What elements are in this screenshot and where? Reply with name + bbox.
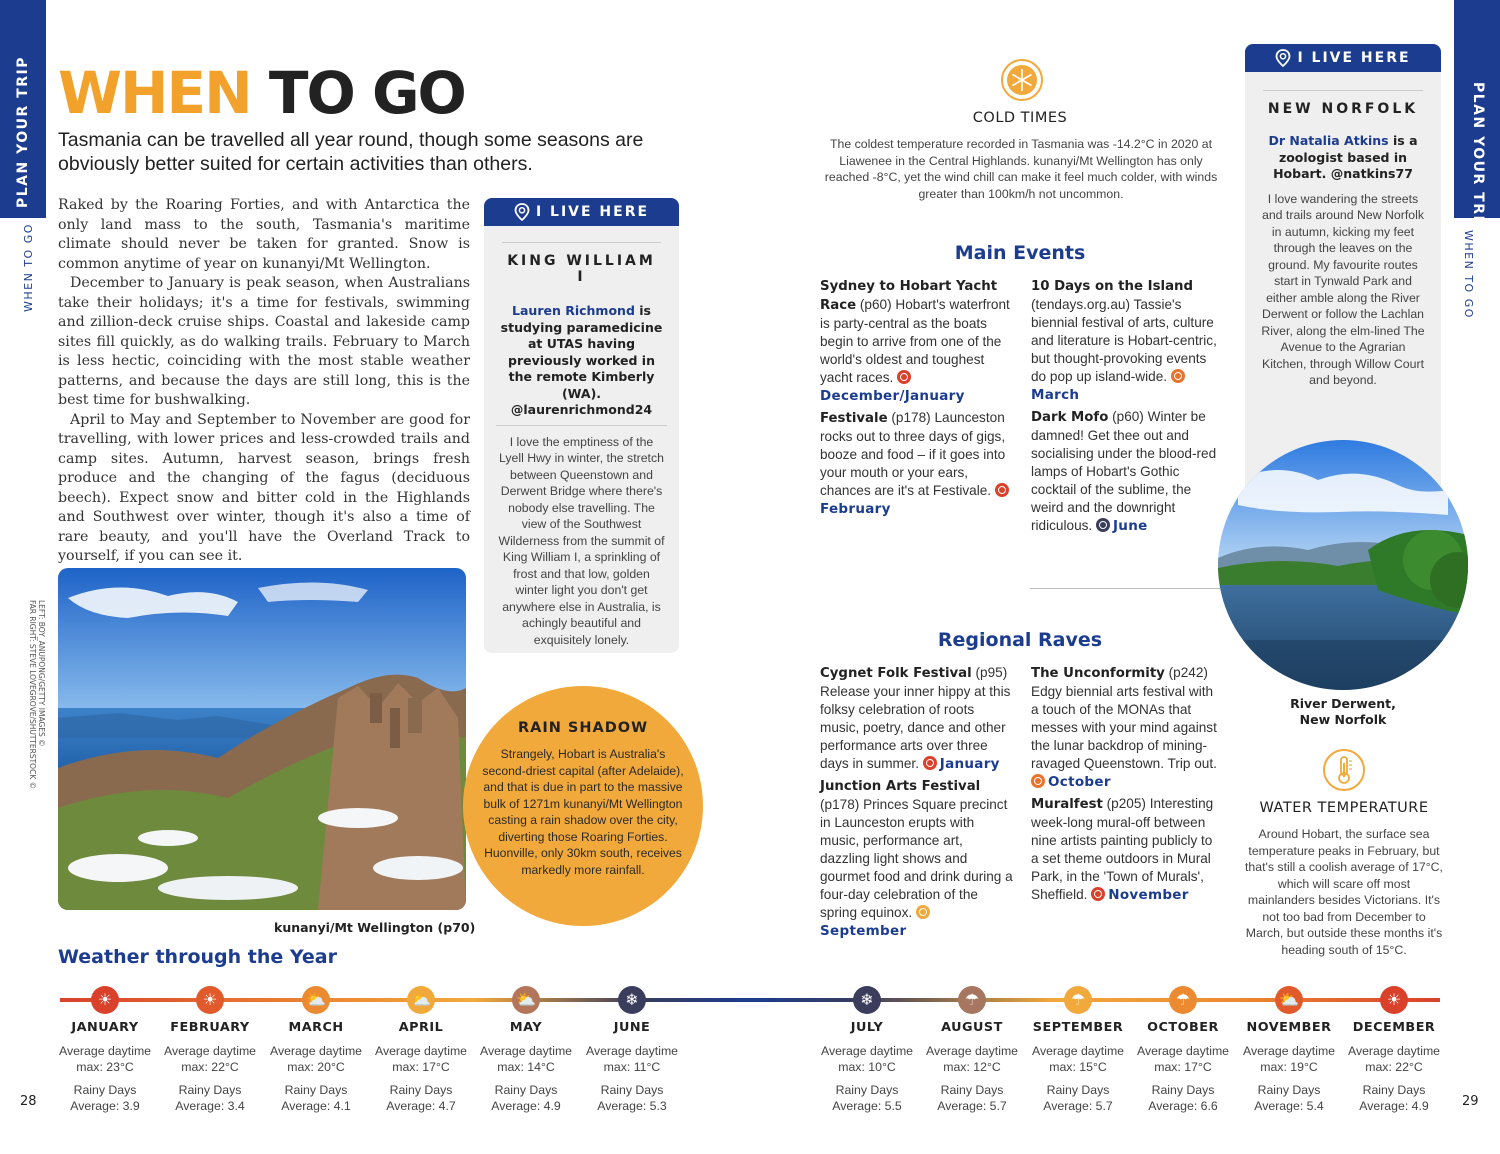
event-name: Muralfest	[1031, 797, 1103, 812]
weather-temp-label: Average daytime	[925, 1044, 1019, 1058]
festival-icon	[1096, 518, 1110, 532]
weather-rain-label: Rainy Days	[494, 1083, 558, 1097]
weather-rain-value: Average: 6.6	[1148, 1099, 1218, 1113]
event-description: (p178) Princes Square precinct in Launceston erupts with music, performance art, dazzling light shows and gourmet food and drink during a four-day celebration of the spring equinox.	[820, 797, 1013, 920]
weather-temp-label: Average daytime	[269, 1044, 363, 1058]
weather-month-name: FEBRUARY	[170, 1020, 250, 1035]
photo-credit-line: LEFT: BOY_ANUPONG/GETTY IMAGES ©	[37, 600, 46, 747]
event-description: (p60) Winter be damned! Get thee out and socialising under the blood-red lamps of Hobart's Gothic cocktail of the sublime, the weird and the downright ridiculous.	[1031, 409, 1217, 533]
festival-icon	[923, 756, 937, 770]
weather-rain-value: Average: 5.7	[1043, 1099, 1113, 1113]
live-here-person-bio: is studying paramedicine at UTAS having previously worked in the remote Kimberly (WA). @laurenrichmond24	[500, 303, 663, 417]
weather-temp	[264, 1043, 368, 1075]
rain-shadow-text: Strangely, Hobart is Australia's second-driest capital (after Adelaide), and that is due in part to the massive bulk of 1271m kunanyi/Mt Wellington casting a rain shadow over the city, diverting those Roaring Forties. Huonville, only 30km south, receives markedly more rainfall.	[482, 747, 684, 877]
live-here-person-bio: is a zoologist based in Hobart. @natkins77	[1273, 133, 1418, 181]
location-pin-icon	[1275, 49, 1291, 67]
weather-month	[1342, 986, 1446, 1114]
weather-rain-value: Average: 5.5	[832, 1099, 902, 1113]
weather-month-name: JANUARY	[71, 1020, 139, 1035]
weather-temp-label: Average daytime	[163, 1044, 257, 1058]
weather-temp-value: max: 22°C	[1365, 1060, 1423, 1074]
location-pin-icon	[514, 203, 530, 221]
regional-raves-column-1	[820, 664, 1015, 944]
event-name: 10 Days on the Island	[1031, 279, 1194, 294]
live-here-place: NEW NORFOLK	[1263, 90, 1423, 117]
body-paragraph: Raked by the Roaring Forties, and with Antarctica the only land mass to the south, Tasmania's maritime climate should never be taken for granted. Snow is common anytime of year on kunanyi/Mt Wellington.	[58, 197, 470, 272]
rain-shadow-callout	[463, 686, 703, 926]
left-side-sub-label: WHEN TO GO	[22, 223, 35, 312]
photo1-caption: kunanyi/Mt Wellington (p70)	[274, 920, 476, 935]
event-month: October	[1048, 774, 1111, 790]
left-side-tab-label: PLAN YOUR TRIP	[15, 56, 31, 208]
weather-rain-label: Rainy Days	[1257, 1083, 1321, 1097]
sun-cloud-icon: ⛅	[512, 986, 540, 1014]
weather-temp-value: max: 19°C	[1260, 1060, 1318, 1074]
weather-rain-value: Average: 4.9	[491, 1099, 561, 1113]
rain-cloud-icon: ☂	[958, 986, 986, 1014]
live-here-person-name: Lauren Richmond	[512, 303, 635, 318]
weather-rain-value: Average: 4.1	[281, 1099, 351, 1113]
weather-rain	[474, 1082, 578, 1114]
weather-rain-label: Rainy Days	[600, 1083, 664, 1097]
weather-temp	[920, 1043, 1024, 1075]
weather-rain	[1131, 1082, 1235, 1114]
snowflake-icon: ❄	[618, 986, 646, 1014]
sun-icon: ☀	[91, 986, 119, 1014]
weather-temp-value: max: 17°C	[392, 1060, 450, 1074]
weather-month	[369, 986, 473, 1114]
event-month: January	[939, 756, 1000, 772]
weather-rain	[580, 1082, 684, 1114]
weather-month	[53, 986, 157, 1114]
event-item	[820, 777, 1015, 940]
event-description: (p242) Edgy biennial arts festival with a touch of the MONAs that messes with your mind against the lunar backdrop of mining-ravaged Queenstown. Trip out.	[1031, 665, 1217, 771]
weather-temp	[158, 1043, 262, 1075]
weather-month	[264, 986, 368, 1114]
weather-month-name: MARCH	[288, 1020, 344, 1035]
live-here-header-label: I LIVE HERE	[1297, 50, 1411, 66]
event-description: (tendays.org.au) Tassie's biennial festival of arts, culture and literature is Hobart-centric, but thought-provoking events do pop up island-wide.	[1031, 297, 1217, 384]
sun-icon: ☀	[1380, 986, 1408, 1014]
weather-temp	[580, 1043, 684, 1075]
snowflake-icon: ❄	[853, 986, 881, 1014]
event-item	[1031, 408, 1221, 535]
weather-temp-label: Average daytime	[1347, 1044, 1441, 1058]
water-temperature-text: Around Hobart, the surface sea temperature peaks in February, but that's still a coolish average of 17°C, which will scare off most mainlanders besides Victorians. It's not too bad from December to March, but outside these months it's heading south of 15°C.	[1245, 827, 1443, 957]
weather-temp	[1342, 1043, 1446, 1075]
weather-month	[1237, 986, 1341, 1114]
intro-text: Tasmania can be travelled all year round, though some seasons are obviously better suited for certain activities than others.	[58, 129, 644, 175]
event-month: February	[820, 501, 891, 517]
event-item	[820, 664, 1015, 773]
event-item	[1031, 277, 1221, 404]
rain-cloud-icon: ☂	[1064, 986, 1092, 1014]
event-month: November	[1108, 887, 1189, 903]
weather-temp-value: max: 10°C	[838, 1060, 896, 1074]
weather-rain	[920, 1082, 1024, 1114]
section-divider	[1030, 588, 1220, 589]
weather-temp	[1131, 1043, 1235, 1075]
weather-rain	[1237, 1082, 1341, 1114]
live-here-place: KING WILLIAM I	[502, 242, 661, 285]
regional-raves-column-2	[1031, 664, 1221, 908]
festival-icon	[1171, 369, 1185, 383]
page-title	[58, 58, 465, 128]
weather-rain-value: Average: 3.9	[70, 1099, 140, 1113]
weather-rain-label: Rainy Days	[389, 1083, 453, 1097]
right-side-sub-label: WHEN TO GO	[1462, 230, 1475, 319]
body-paragraph: April to May and September to November are good for travelling, with lower prices and less-crowded trails and camp sites. Autumn, harvest season, brings fresh produce and the changing of the fagus (deciduous beech). Expect snow and bitter cold in the Highlands and Southwest over winter, though it's also a time of rare beauty, and you'll have the Overland Track to yourself, if you can see it.	[58, 411, 470, 564]
weather-temp-label: Average daytime	[58, 1044, 152, 1058]
weather-temp	[369, 1043, 473, 1075]
weather-temp-value: max: 12°C	[943, 1060, 1001, 1074]
weather-temp-label: Average daytime	[1031, 1044, 1125, 1058]
weather-month-name: DECEMBER	[1352, 1020, 1436, 1035]
rain-cloud-icon: ☂	[1169, 986, 1197, 1014]
event-month: December/January	[820, 388, 965, 404]
photo-credit-line: FAR RIGHT: STEVE LOVEGROVE/SHUTTERSTOCK ©	[28, 600, 37, 790]
event-item	[1031, 795, 1221, 904]
main-events-heading: Main Events	[954, 242, 1086, 264]
weather-rain-value: Average: 4.7	[386, 1099, 456, 1113]
event-description: (p178) Launceston rocks out to three days of gigs, booze and food – if it goes into your mouth or your ears, chances are it's at Festivale.	[820, 410, 1006, 498]
weather-rain-label: Rainy Days	[835, 1083, 899, 1097]
weather-rain	[158, 1082, 262, 1114]
weather-rain	[264, 1082, 368, 1114]
weather-temp-label: Average daytime	[585, 1044, 679, 1058]
weather-rain	[1026, 1082, 1130, 1114]
body-paragraph: December to January is peak season, when Australians take their holidays; it's a time for festivals, swimming and zillion-deck cruise ships. Coastal and lakeside camp sites fill quickly, as do walking trails. February to March is less hectic, coinciding with the most stable weather patterns, and because the days are still long, this is the best time for bushwalking.	[58, 275, 470, 408]
rain-shadow-title: RAIN SHADOW	[517, 720, 649, 736]
weather-temp-label: Average daytime	[479, 1044, 573, 1058]
weather-month-name: SEPTEMBER	[1032, 1020, 1124, 1035]
weather-rain-label: Rainy Days	[1362, 1083, 1426, 1097]
main-events-column-2	[1031, 277, 1221, 539]
live-here-person	[1259, 133, 1427, 183]
sun-cloud-icon: ⛅	[1275, 986, 1303, 1014]
festival-icon	[1091, 887, 1105, 901]
snowflake-icon	[1000, 58, 1044, 106]
photo2-caption	[1243, 696, 1443, 728]
live-here-header-label: I LIVE HERE	[535, 204, 650, 220]
weather-temp-value: max: 15°C	[1049, 1060, 1107, 1074]
weather-month	[158, 986, 262, 1114]
weather-month	[815, 986, 919, 1114]
event-month: June	[1112, 518, 1148, 534]
event-month: September	[820, 923, 907, 939]
weather-month-name: NOVEMBER	[1246, 1020, 1332, 1035]
event-item	[820, 409, 1015, 518]
weather-month	[1026, 986, 1130, 1114]
weather-rain	[369, 1082, 473, 1114]
live-here-person-name: Dr Natalia Atkins	[1268, 133, 1389, 148]
main-events-column-1	[820, 277, 1015, 522]
weather-temp-value: max: 17°C	[1154, 1060, 1212, 1074]
weather-temp-value: max: 23°C	[76, 1060, 134, 1074]
event-item	[1031, 664, 1221, 791]
live-here-box-king-william	[484, 198, 679, 653]
event-description: (p60) Hobart's waterfront is party-central as the boats begin to arrive from one of the world's oldest and toughest yacht races.	[820, 297, 1010, 385]
sun-icon: ☀	[196, 986, 224, 1014]
weather-temp	[474, 1043, 578, 1075]
live-here-quote: I love the emptiness of the Lyell Hwy in winter, the stretch between Queenstown and Derwent Bridge where there's nobody else travelling. The view of the Southwest Wilderness from the summit of King William I, a sprinkling of frost and that low, golden winter light you don't get anywhere else in Australia, is achingly beautiful and exquisitely lonely.	[496, 425, 667, 649]
weather-rain-value: Average: 5.3	[597, 1099, 667, 1113]
weather-temp-label: Average daytime	[1242, 1044, 1336, 1058]
mt-wellington-photo	[58, 568, 466, 910]
event-description: (p95) Release your inner hippy at this folksy celebration of roots music, poetry, dance and other performance arts over three days in summer.	[820, 665, 1011, 771]
weather-month-name: JUNE	[613, 1020, 651, 1035]
live-here-header	[484, 198, 679, 226]
event-name: Sydney to Hobart Yacht Race	[820, 279, 998, 313]
weather-month	[1131, 986, 1235, 1114]
water-temperature-title: WATER TEMPERATURE	[1259, 800, 1429, 816]
festival-icon	[995, 483, 1009, 497]
weather-month-name: APRIL	[398, 1020, 444, 1035]
photo-credit	[28, 600, 46, 789]
right-side-tab-label: PLAN YOUR TRIP	[1470, 82, 1486, 234]
weather-temp-value: max: 22°C	[181, 1060, 239, 1074]
weather-rain-value: Average: 4.9	[1359, 1099, 1429, 1113]
event-name: Cygnet Folk Festival	[820, 666, 972, 681]
event-name: The Unconformity	[1031, 666, 1165, 681]
weather-rain-label: Rainy Days	[940, 1083, 1004, 1097]
photo2-caption-line: New Norfolk	[1299, 712, 1387, 727]
weather-rain-value: Average: 5.7	[937, 1099, 1007, 1113]
body-text	[58, 196, 470, 567]
cold-times-title: COLD TIMES	[972, 110, 1068, 126]
weather-month-name: AUGUST	[941, 1020, 1003, 1035]
weather-month-name: MAY	[509, 1020, 543, 1035]
weather-temp	[53, 1043, 157, 1075]
weather-rain	[815, 1082, 919, 1114]
event-name: Junction Arts Festival	[820, 779, 981, 794]
weather-temp	[1026, 1043, 1130, 1075]
weather-month	[920, 986, 1024, 1114]
event-description: (p205) Interesting week-long mural-off between nine artists painting publicly to a set theme outdoors in Mural Park, in the 'Town of Murals', Sheffield.	[1031, 796, 1214, 902]
weather-rain-label: Rainy Days	[73, 1083, 137, 1097]
weather-temp-value: max: 11°C	[603, 1060, 661, 1074]
weather-month	[474, 986, 578, 1114]
event-name: Festivale	[820, 411, 888, 426]
weather-temp	[1237, 1043, 1341, 1075]
cold-times-text: The coldest temperature recorded in Tasmania was -14.2°C in 2020 at Liawenee in the Central Highlands. kunanyi/Mt Wellington has only reached -8°C, yet the wind chill can make it feel much colder, with winds greater than 100km/h not uncommon.	[824, 137, 1218, 201]
weather-rain-value: Average: 5.4	[1254, 1099, 1324, 1113]
weather-month-name: OCTOBER	[1147, 1020, 1219, 1035]
weather-month-name: JULY	[850, 1020, 884, 1035]
live-here-quote: I love wandering the streets and trails around New Norfolk in autumn, kicking my feet through the leaves on the ground. My favourite routes start in Tynwald Park and either amble along the River Derwent or follow the Lachlan River, along the elm-lined The Avenue to the Agrarian Kitchen, through Willow Court and beyond.	[1261, 191, 1425, 387]
page-number-right: 29	[1462, 1094, 1479, 1109]
weather-rain-label: Rainy Days	[178, 1083, 242, 1097]
weather-temp	[815, 1043, 919, 1075]
live-here-header	[1245, 44, 1441, 72]
regional-raves-heading: Regional Raves	[937, 629, 1103, 651]
weather-temp-label: Average daytime	[1136, 1044, 1230, 1058]
sun-cloud-icon: ⛅	[302, 986, 330, 1014]
festival-icon	[1031, 774, 1045, 788]
thermometer-icon	[1322, 748, 1366, 796]
event-item	[820, 277, 1015, 405]
live-here-person	[498, 303, 665, 419]
weather-temp-value: max: 20°C	[287, 1060, 345, 1074]
weather-temp-value: max: 14°C	[497, 1060, 555, 1074]
weather-temp-label: Average daytime	[374, 1044, 468, 1058]
sun-cloud-icon: ⛅	[407, 986, 435, 1014]
river-derwent-photo	[1218, 440, 1468, 690]
weather-rain-label: Rainy Days	[1046, 1083, 1110, 1097]
weather-rain-label: Rainy Days	[1151, 1083, 1215, 1097]
weather-rain-value: Average: 3.4	[175, 1099, 245, 1113]
event-name: Dark Mofo	[1031, 410, 1109, 425]
festival-icon	[897, 370, 911, 384]
festival-icon	[916, 905, 930, 919]
weather-month	[580, 986, 684, 1114]
weather-rain	[1342, 1082, 1446, 1114]
title-word-to-go: TO GO	[268, 59, 465, 127]
weather-heading: Weather through the Year	[58, 946, 337, 968]
weather-rain	[53, 1082, 157, 1114]
weather-temp-label: Average daytime	[820, 1044, 914, 1058]
title-word-when: WHEN	[58, 59, 251, 127]
photo2-caption-line: River Derwent,	[1290, 696, 1396, 711]
weather-rain-label: Rainy Days	[284, 1083, 348, 1097]
page-number-left: 28	[20, 1094, 37, 1109]
event-month: March	[1031, 387, 1080, 403]
